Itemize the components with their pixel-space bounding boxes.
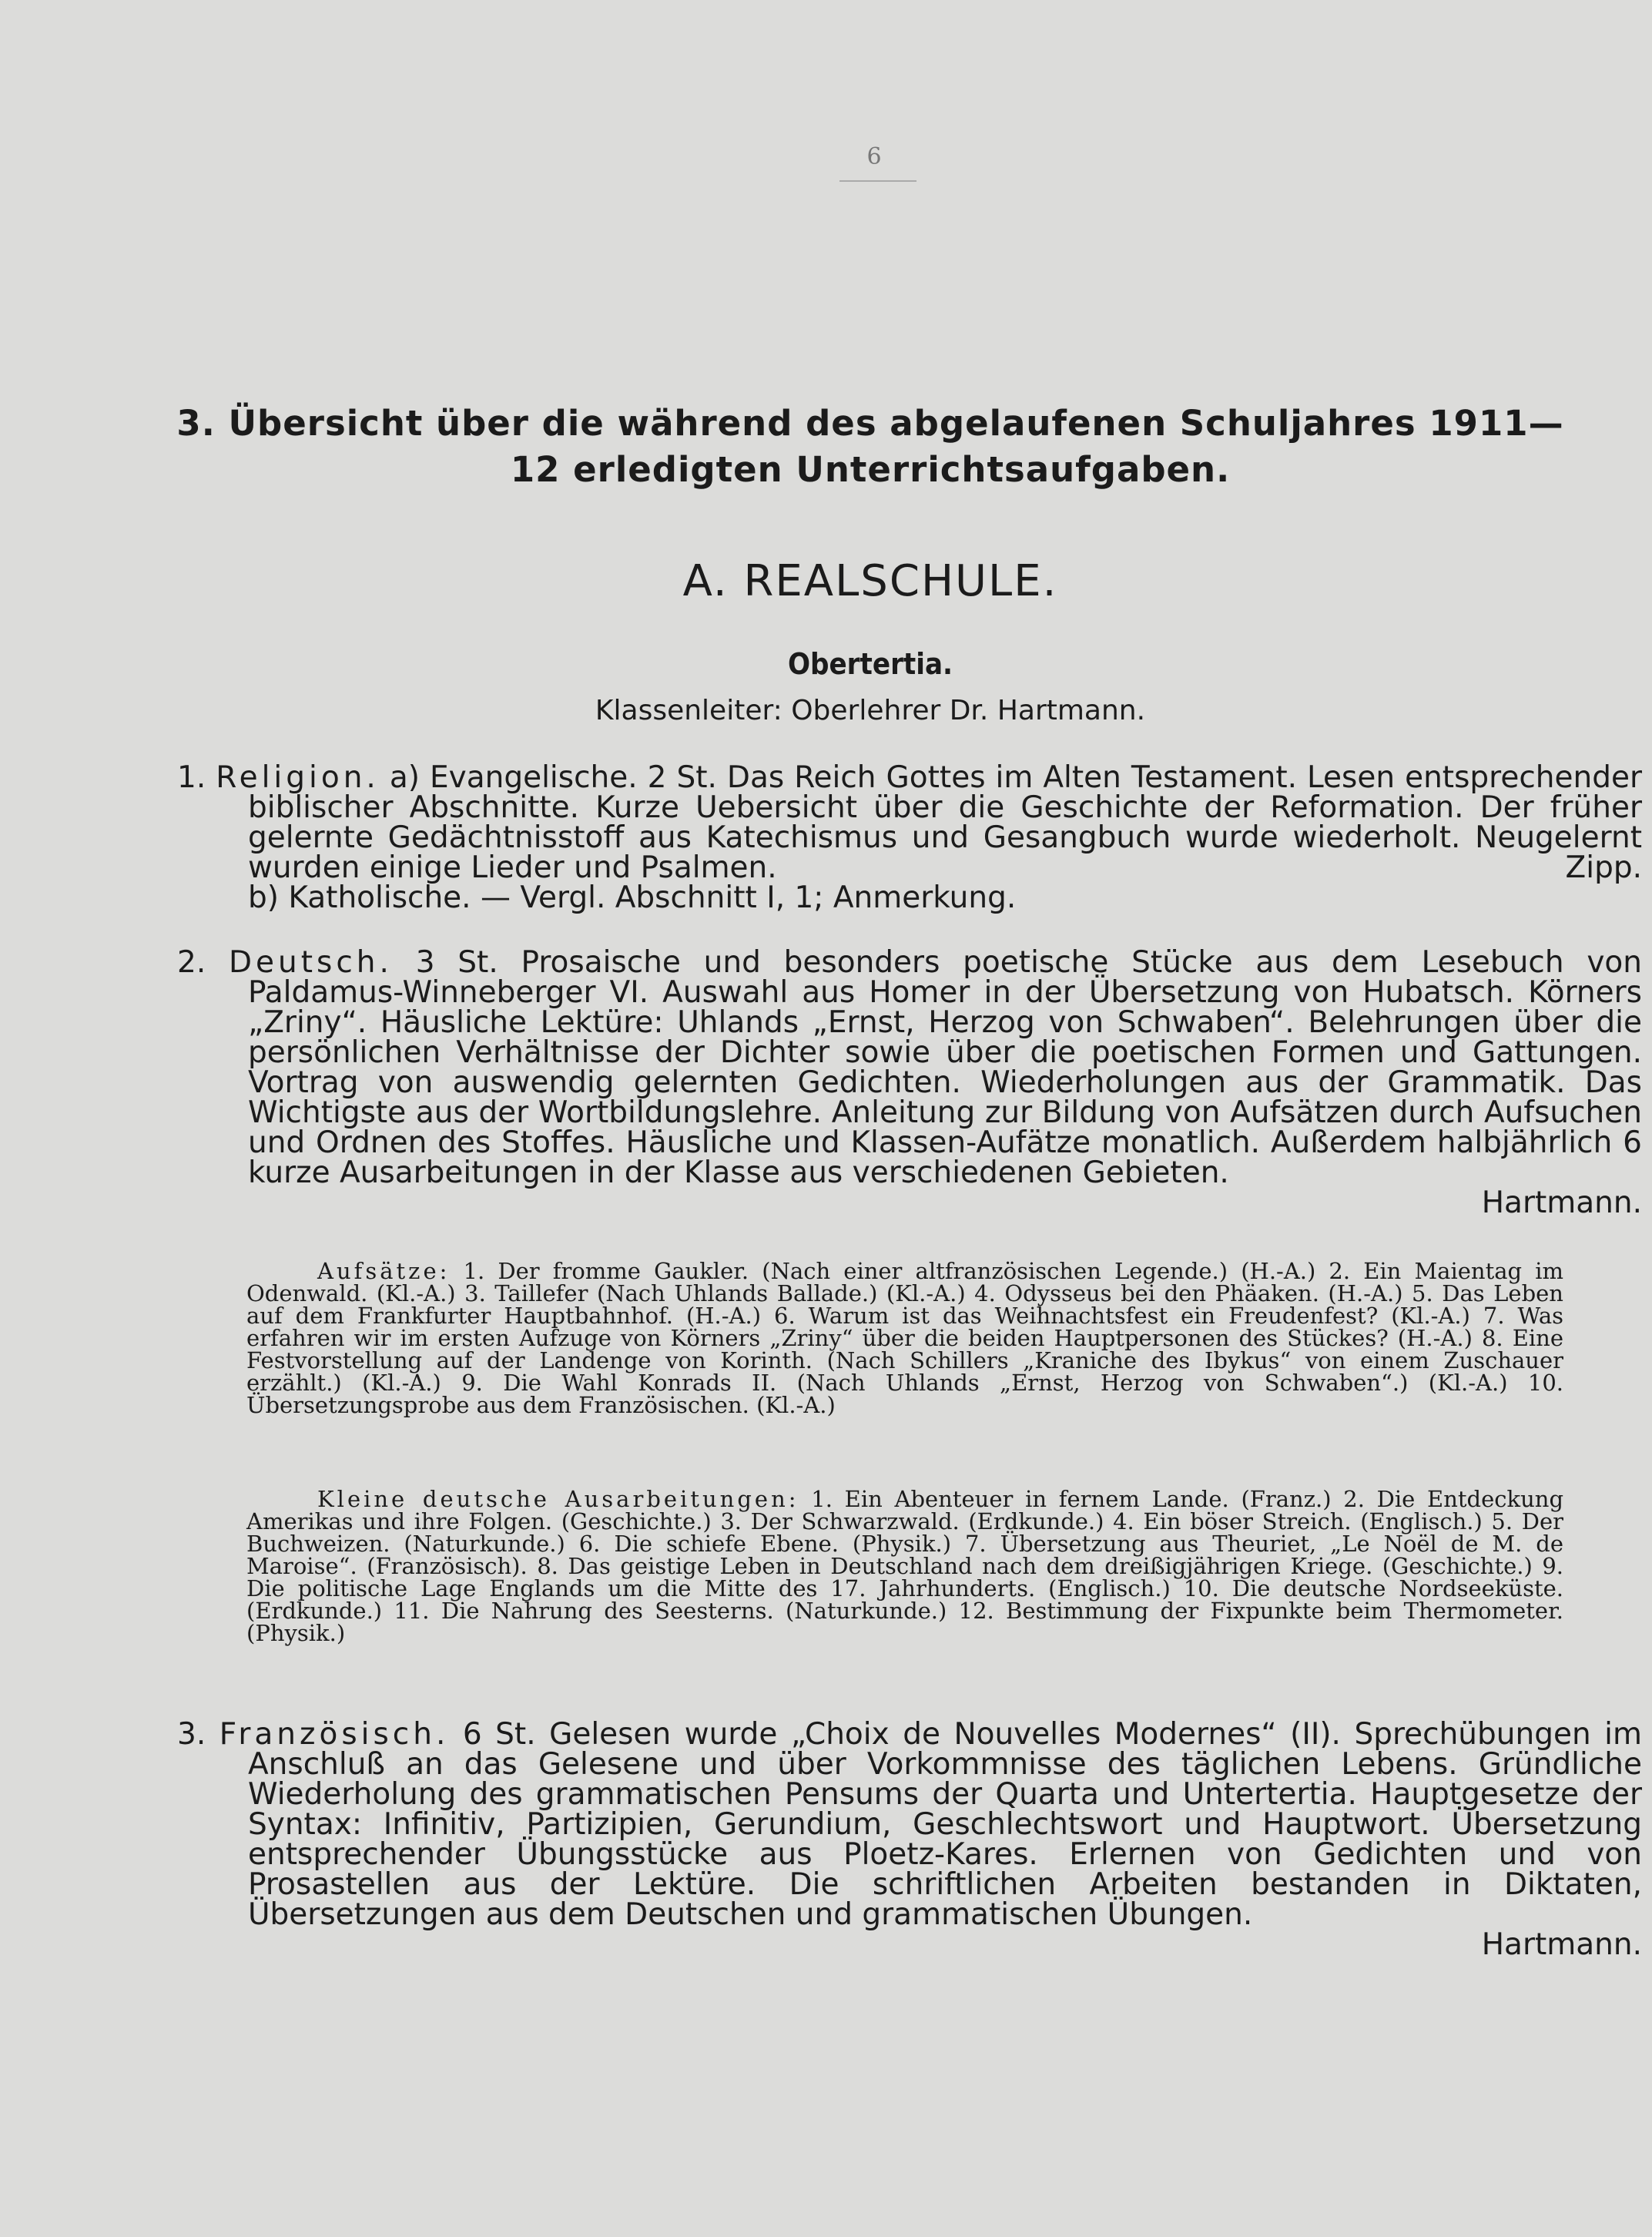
section-text: 3 St. Prosaische und besonders poetische Stücke aus dem Lesebuch von Paldamus-Winneberger VI. Auswahl aus Homer in der Übersetzung von Hubatsch. Körners „Zriny“. Häusliche Lektüre: Uhlands „Ernst, Herzog von Schwaben“. Belehrungen über die persönlichen Verhältnisse der Dichter sowie über die poetischen Formen und Gattungen. Vortrag von auswendig gelernten Gedichten. Wiederholungen aus der Grammatik. Das Wichtigste aus der Wortbildungslehre. Anleitung zur Bildung von Aufsätzen durch Aufsuchen und Ordnen des Stoffes. Häusliche und Klassen-Aufätze monatlich. Außerdem halbjährlich 6 kurze Ausarbeitungen in der Klasse aus verschiedenen Gebieten. bbox=[248, 945, 1642, 1190]
section-franzoesisch bbox=[177, 1719, 1642, 1960]
class-name: Obertertia. bbox=[787, 647, 953, 681]
section-religion bbox=[177, 760, 1643, 915]
section-teacher: Zipp. bbox=[1565, 850, 1642, 885]
section-text: a) Evangelische. 2 St. Das Reich Gottes im Alten Testament. Lesen entsprechender biblischer Abschnitte. Kurze Uebersicht über die Geschichte der Reformation. Der früher gelernte Gedächtnisstoff aus Katechismus und Gesangbuch wurde wiederholt. Neugelernt wurden einige Lieder und Psalmen. bbox=[248, 760, 1643, 885]
section-subject: Französisch. bbox=[219, 1717, 450, 1752]
small-essays-block bbox=[246, 1488, 1563, 1645]
section-number: 2. bbox=[177, 945, 206, 980]
section-subject: Deutsch. bbox=[229, 945, 393, 980]
small-essays-label: Kleine deutsche Ausarbeitungen: bbox=[317, 1486, 799, 1512]
section-deutsch bbox=[177, 947, 1642, 1218]
page-number-rule bbox=[839, 180, 916, 182]
part-title: A. REALSCHULE. bbox=[682, 556, 1058, 606]
section-teacher: Hartmann. bbox=[1481, 1927, 1642, 1962]
essays-label: Aufsätze: bbox=[317, 1258, 451, 1284]
essays-block bbox=[246, 1260, 1563, 1417]
section-number: 3. bbox=[177, 1717, 206, 1752]
section-catholic: b) Katholische. — Vergl. Abschnitt I, 1; Anmerkung. bbox=[248, 880, 1017, 915]
page-number: 6 bbox=[866, 143, 882, 170]
section-heading: 3. Übersicht über die während des abgelaufenen Schuljahres 1911—12 erledigten Unterrichtsaufgaben. bbox=[176, 403, 1564, 490]
small-essays-text: 1. Ein Abenteuer in fernem Lande. (Franz.) 2. Die Entdeckung Amerikas und ihre Folgen. (Geschichte.) 3. Der Schwarzwald. (Erdkunde.) 4. Ein böser Streich. (Englisch.) 5. Der Buchweizen. (Naturkunde.) 6. Die schiefe Ebene. (Physik.) 7. Übersetzung aus Theuriet, „Le Noël de M. de Maroise“. (Französisch). 8. Das geistige Leben in Deutschland nach dem dreißigjährigen Kriege. (Geschichte.) 9. Die politische Lage Englands um die Mitte des 17. Jahrhunderts. (Englisch.) 10. Die deutsche Nordseeküste. (Erdkunde.) 11. Die Nahrung des Seesterns. (Naturkunde.) 12. Bestimmung der Fixpunkte beim Thermometer. (Physik.) bbox=[246, 1486, 1564, 1646]
section-subject: Religion. bbox=[216, 760, 380, 795]
essays-text: 1. Der fromme Gaukler. (Nach einer altfranzösischen Legende.) (H.-A.) 2. Ein Maientag im Odenwald. (Kl.-A.) 3. Taillefer (Nach Uhlands Ballade.) (Kl.-A.) 4. Odysseus bei den Phäaken. (H.-A.) 5. Das Leben auf dem Frankfurter Hauptbahnhof. (H.-A.) 6. Warum ist das Weihnachtsfest ein Freudenfest? (Kl.-A.) 7. Was erfahren wir im ersten Aufzuge von Körners „Zriny“ über die beiden Hauptpersonen des Stückes? (H.-A.) 8. Eine Festvorstellung auf der Landenge von Korinth. (Nach Schillers „Kraniche des Ibykus“ von einem Zuschauer erzählt.) (Kl.-A.) 9. Die Wahl Konrads II. (Nach Uhlands „Ernst, Herzog von Schwaben“.) (Kl.-A.) 10. Übersetzungsprobe aus dem Französischen. (Kl.-A.) bbox=[246, 1258, 1563, 1418]
section-text: 6 St. Gelesen wurde „Choix de Nouvelles Modernes“ (II). Sprechübungen im Anschluß an das Gelesene und über Vorkommnisse des täglichen Lebens. Gründliche Wiederholung des grammatischen Pensums der Quarta und Untertertia. Hauptgesetze der Syntax: Infinitiv, Partizipien, Gerundium, Geschlechtswort und Hauptwort. Übersetzung entsprechender Übungsstücke aus Ploetz-Kares. Erlernen von Gedichten und von Prosastellen aus der Lektüre. Die schriftlichen Arbeiten bestanden in Diktaten, Übersetzungen aus dem Deutschen und grammatischen Übungen. bbox=[248, 1717, 1642, 1932]
class-leader: Klassenleiter: Oberlehrer Dr. Hartmann. bbox=[595, 695, 1146, 726]
section-teacher: Hartmann. bbox=[1481, 1186, 1642, 1220]
section-number: 1. bbox=[177, 760, 206, 795]
